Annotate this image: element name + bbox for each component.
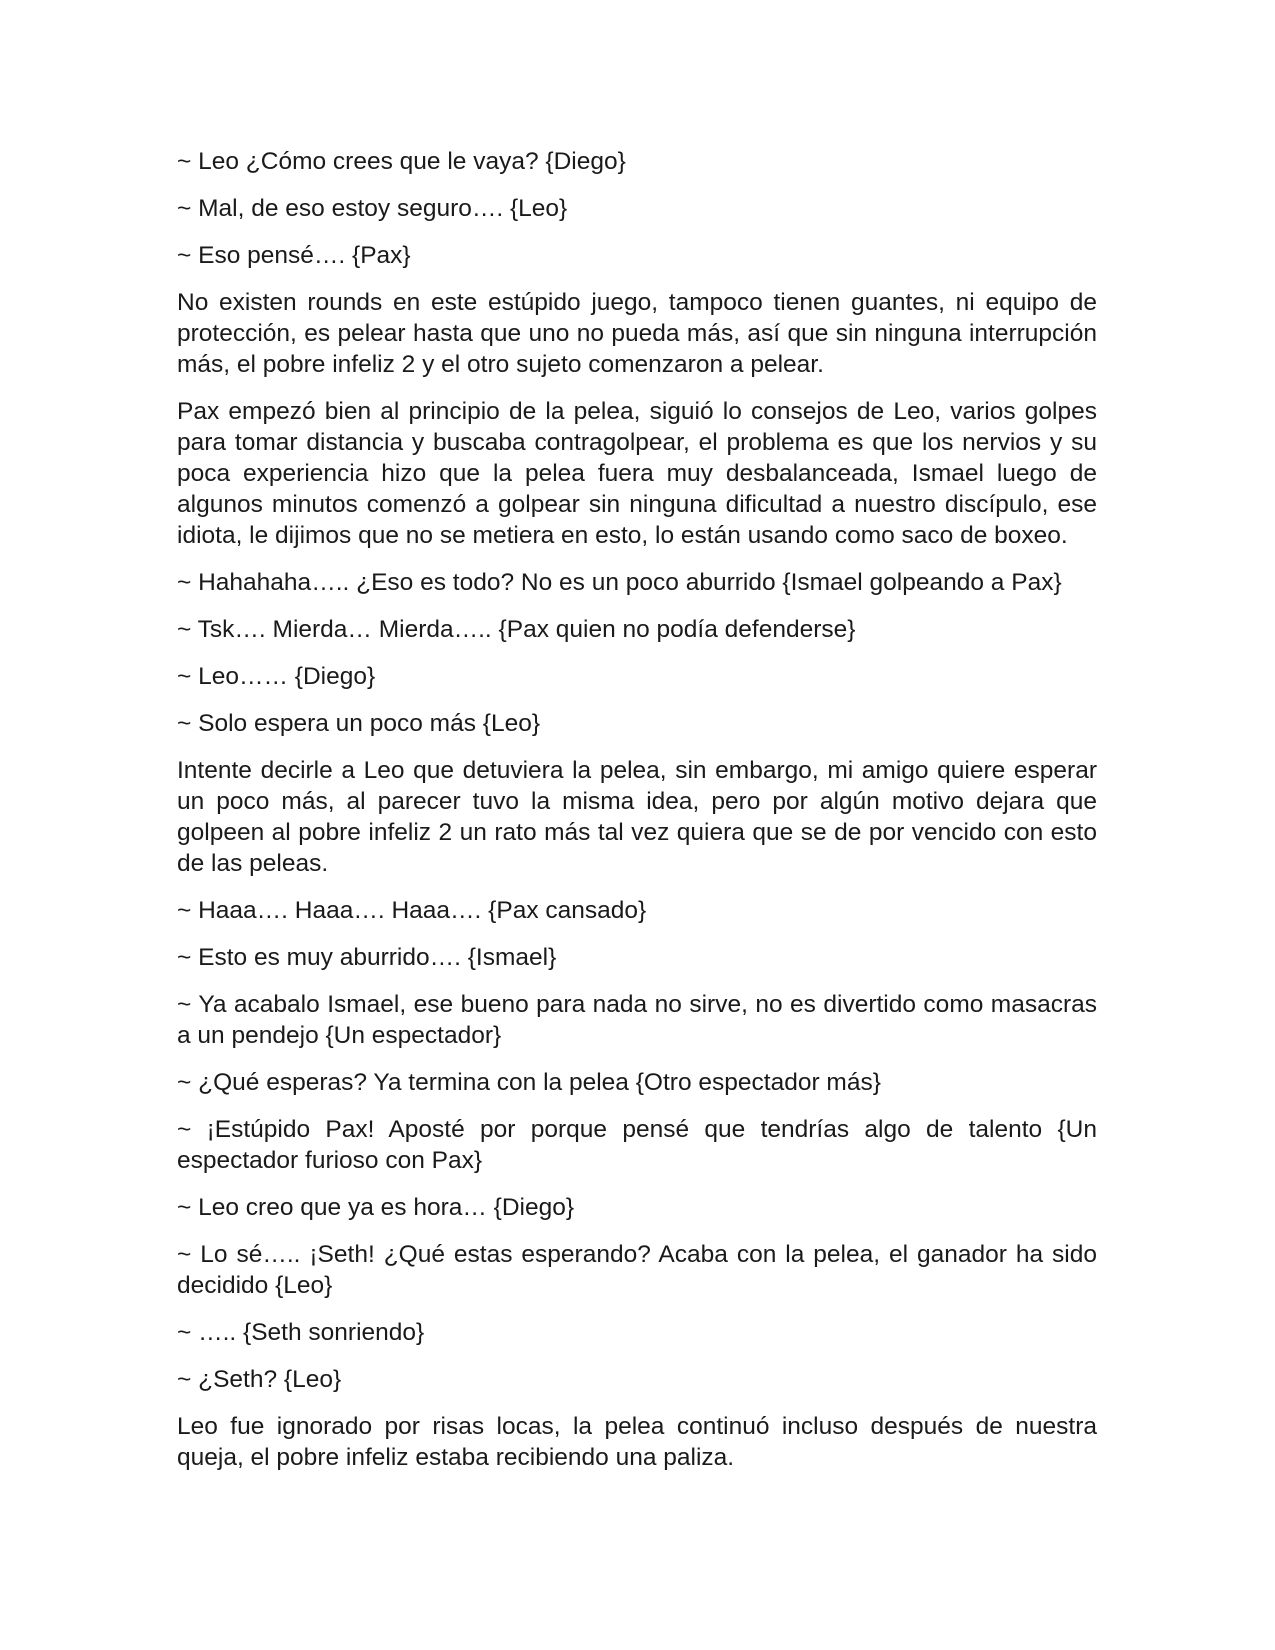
narration-paragraph: Intente decirle a Leo que detuviera la pelea, sin embargo, mi amigo quiere esperar un poco más, al parecer tuvo la misma idea, pero por algún motivo dejara que golpeen al pobre infeliz 2 un rato más tal vez quiera que se de por vencido con esto de las peleas.	[177, 757, 1097, 877]
dialogue-line: ~ Solo espera un poco más {Leo}	[177, 710, 541, 737]
dialogue-line: ~ Mal, de eso estoy seguro…. {Leo}	[177, 195, 568, 222]
dialogue-line: ~ ….. {Seth sonriendo}	[177, 1319, 425, 1346]
dialogue-line: ~ ¿Qué esperas? Ya termina con la pelea {Otro espectador más}	[177, 1069, 881, 1096]
dialogue-line: ~ Hahahaha….. ¿Eso es todo? No es un poco aburrido {Ismael golpeando a Pax}	[177, 569, 1062, 596]
dialogue-line: ~ Leo creo que ya es hora… {Diego}	[177, 1194, 575, 1221]
dialogue-line: ~ Haaa…. Haaa…. Haaa…. {Pax cansado}	[177, 897, 647, 924]
dialogue-line: ~ Eso pensé…. {Pax}	[177, 242, 411, 269]
dialogue-line: ~ Leo ¿Cómo crees que le vaya? {Diego}	[177, 148, 626, 175]
dialogue-line: ~ Tsk…. Mierda… Mierda….. {Pax quien no podía defenderse}	[177, 616, 856, 643]
narration-paragraph: Pax empezó bien al principio de la pelea, siguió lo consejos de Leo, varios golpes para tomar distancia y buscaba contragolpear, el problema es que los nervios y su poca experiencia hizo que la pelea fuera muy desbalanceada, Ismael luego de algunos minutos comenzó a golpear sin ninguna dificultad a nuestro discípulo, ese idiota, le dijimos que no se metiera en esto, lo están usando como saco de boxeo.	[177, 398, 1097, 549]
narration-paragraph: No existen rounds en este estúpido juego, tampoco tienen guantes, ni equipo de protección, es pelear hasta que uno no pueda más, así que sin ninguna interrupción más, el pobre infeliz 2 y el otro sujeto comenzaron a pelear.	[177, 289, 1097, 378]
dialogue-line: ~ ¿Seth? {Leo}	[177, 1366, 342, 1393]
narration-paragraph: Leo fue ignorado por risas locas, la pelea continuó incluso después de nuestra queja, el pobre infeliz estaba recibiendo una paliza.	[177, 1413, 1097, 1471]
document-body	[177, 146, 1097, 1489]
dialogue-line-multiline: ~ ¡Estúpido Pax! Aposté por porque pensé que tendrías algo de talento {Un espectador furioso con Pax}	[177, 1116, 1097, 1174]
dialogue-line-multiline: ~ Ya acabalo Ismael, ese bueno para nada no sirve, no es divertido como masacras a un pendejo {Un espectador}	[177, 991, 1097, 1049]
dialogue-line: ~ Leo…… {Diego}	[177, 663, 376, 690]
dialogue-line-multiline: ~ Lo sé….. ¡Seth! ¿Qué estas esperando? Acaba con la pelea, el ganador ha sido decidido {Leo}	[177, 1241, 1097, 1299]
dialogue-line: ~ Esto es muy aburrido…. {Ismael}	[177, 944, 557, 971]
